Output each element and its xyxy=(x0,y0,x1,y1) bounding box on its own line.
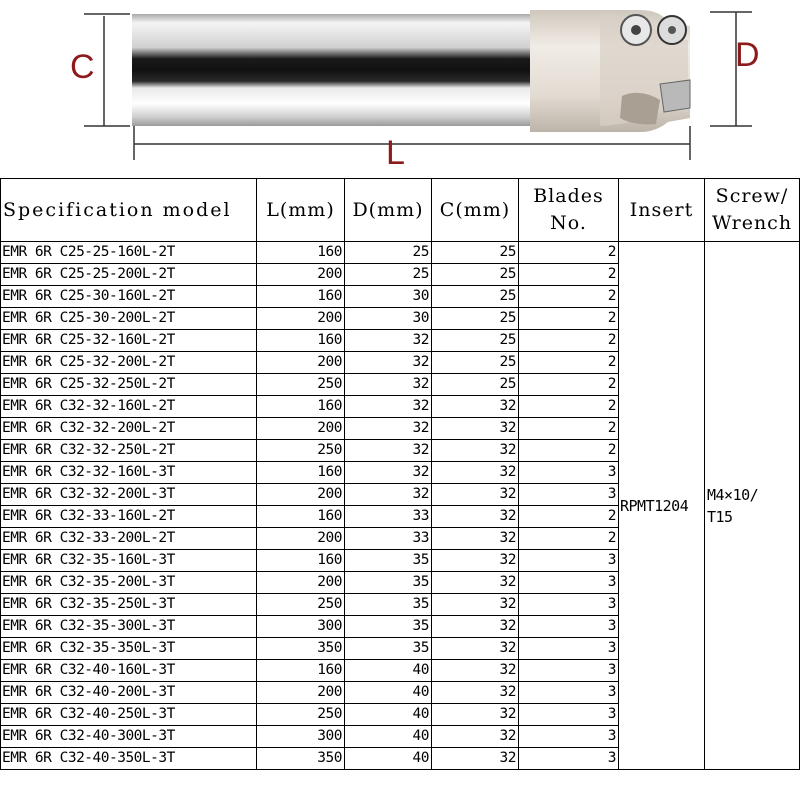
length-cell: 200 xyxy=(257,352,345,374)
blades-cell: 3 xyxy=(519,682,619,704)
model-cell: EMR 6R C32-40-200L-3T xyxy=(1,682,257,704)
header-blades-line1: Blades xyxy=(533,185,604,207)
blades-cell: 2 xyxy=(519,308,619,330)
length-cell: 160 xyxy=(257,550,345,572)
diameter-cell: 32 xyxy=(345,396,432,418)
model-cell: EMR 6R C32-32-200L-2T xyxy=(1,418,257,440)
dimension-label-d: D xyxy=(735,36,760,74)
blades-cell: 2 xyxy=(519,330,619,352)
screw-line2: T15 xyxy=(707,507,733,526)
length-cell: 250 xyxy=(257,704,345,726)
length-cell: 160 xyxy=(257,462,345,484)
diameter-cell: 32 xyxy=(345,440,432,462)
length-cell: 200 xyxy=(257,528,345,550)
shank-cell: 32 xyxy=(432,660,519,682)
length-cell: 250 xyxy=(257,374,345,396)
shank-cell: 32 xyxy=(432,484,519,506)
model-cell: EMR 6R C25-25-160L-2T xyxy=(1,242,257,264)
shank-cell: 32 xyxy=(432,440,519,462)
model-cell: EMR 6R C32-32-160L-2T xyxy=(1,396,257,418)
length-cell: 350 xyxy=(257,638,345,660)
diameter-cell: 32 xyxy=(345,418,432,440)
shank-cell: 32 xyxy=(432,638,519,660)
model-cell: EMR 6R C25-32-160L-2T xyxy=(1,330,257,352)
insert-cell: RPMT1204 xyxy=(619,242,705,770)
model-cell: EMR 6R C32-32-250L-2T xyxy=(1,440,257,462)
tool-figure xyxy=(0,0,800,178)
length-cell: 200 xyxy=(257,572,345,594)
shank-cell: 32 xyxy=(432,682,519,704)
shank-cell: 25 xyxy=(432,242,519,264)
header-blades xyxy=(519,179,619,242)
diameter-cell: 30 xyxy=(345,286,432,308)
shank-cell: 25 xyxy=(432,308,519,330)
diameter-cell: 32 xyxy=(345,352,432,374)
blades-cell: 3 xyxy=(519,572,619,594)
shank-cell: 25 xyxy=(432,286,519,308)
diameter-cell: 25 xyxy=(345,264,432,286)
model-cell: EMR 6R C32-35-300L-3T xyxy=(1,616,257,638)
diameter-cell: 40 xyxy=(345,748,432,770)
shank-cell: 32 xyxy=(432,550,519,572)
model-cell: EMR 6R C25-30-200L-2T xyxy=(1,308,257,330)
diameter-cell: 40 xyxy=(345,660,432,682)
diameter-cell: 35 xyxy=(345,550,432,572)
blades-cell: 3 xyxy=(519,616,619,638)
length-cell: 250 xyxy=(257,440,345,462)
diameter-cell: 40 xyxy=(345,726,432,748)
diameter-cell: 35 xyxy=(345,638,432,660)
model-cell: EMR 6R C25-32-200L-2T xyxy=(1,352,257,374)
model-cell: EMR 6R C32-40-160L-3T xyxy=(1,660,257,682)
blades-cell: 2 xyxy=(519,506,619,528)
length-cell: 200 xyxy=(257,682,345,704)
blades-cell: 3 xyxy=(519,550,619,572)
specification-table xyxy=(0,178,800,770)
length-cell: 300 xyxy=(257,726,345,748)
diameter-cell: 33 xyxy=(345,528,432,550)
blades-cell: 3 xyxy=(519,638,619,660)
diameter-cell: 35 xyxy=(345,594,432,616)
header-diameter: D(mm) xyxy=(345,179,432,242)
model-cell: EMR 6R C32-35-200L-3T xyxy=(1,572,257,594)
length-cell: 350 xyxy=(257,748,345,770)
diameter-cell: 35 xyxy=(345,572,432,594)
header-shank: C(mm) xyxy=(432,179,519,242)
shank-cell: 32 xyxy=(432,418,519,440)
tool-shank xyxy=(132,14,530,126)
length-cell: 200 xyxy=(257,308,345,330)
diameter-cell: 32 xyxy=(345,374,432,396)
blades-cell: 2 xyxy=(519,242,619,264)
blades-cell: 3 xyxy=(519,484,619,506)
model-cell: EMR 6R C32-40-250L-3T xyxy=(1,704,257,726)
blades-cell: 2 xyxy=(519,396,619,418)
length-cell: 160 xyxy=(257,330,345,352)
length-cell: 200 xyxy=(257,264,345,286)
shank-cell: 32 xyxy=(432,396,519,418)
shank-cell: 32 xyxy=(432,506,519,528)
model-cell: EMR 6R C32-35-250L-3T xyxy=(1,594,257,616)
length-cell: 160 xyxy=(257,660,345,682)
screw-wrench-cell xyxy=(705,242,800,770)
model-cell: EMR 6R C25-25-200L-2T xyxy=(1,264,257,286)
blades-cell: 3 xyxy=(519,704,619,726)
shank-cell: 25 xyxy=(432,352,519,374)
model-cell: EMR 6R C32-33-160L-2T xyxy=(1,506,257,528)
model-cell: EMR 6R C32-40-300L-3T xyxy=(1,726,257,748)
blades-cell: 2 xyxy=(519,418,619,440)
blades-cell: 2 xyxy=(519,440,619,462)
header-screw-line2: Wrench xyxy=(711,212,793,234)
diameter-cell: 33 xyxy=(345,506,432,528)
blades-cell: 3 xyxy=(519,462,619,484)
length-cell: 200 xyxy=(257,418,345,440)
blades-cell: 3 xyxy=(519,594,619,616)
length-cell: 160 xyxy=(257,506,345,528)
header-length: L(mm) xyxy=(257,179,345,242)
length-cell: 160 xyxy=(257,242,345,264)
diameter-cell: 25 xyxy=(345,242,432,264)
shank-cell: 32 xyxy=(432,748,519,770)
blades-cell: 2 xyxy=(519,264,619,286)
blades-cell: 2 xyxy=(519,286,619,308)
blades-cell: 2 xyxy=(519,528,619,550)
length-cell: 160 xyxy=(257,396,345,418)
header-screw-line1: Screw/ xyxy=(715,185,789,207)
length-cell: 160 xyxy=(257,286,345,308)
blades-cell: 2 xyxy=(519,352,619,374)
diameter-cell: 30 xyxy=(345,308,432,330)
model-cell: EMR 6R C25-30-160L-2T xyxy=(1,286,257,308)
shank-cell: 25 xyxy=(432,374,519,396)
length-cell: 300 xyxy=(257,616,345,638)
shank-cell: 25 xyxy=(432,264,519,286)
table-header xyxy=(1,179,800,242)
table-row xyxy=(1,242,800,264)
diameter-cell: 40 xyxy=(345,704,432,726)
table-body xyxy=(1,242,800,770)
shank-cell: 32 xyxy=(432,704,519,726)
blades-cell: 3 xyxy=(519,726,619,748)
length-cell: 200 xyxy=(257,484,345,506)
model-cell: EMR 6R C32-35-350L-3T xyxy=(1,638,257,660)
model-cell: EMR 6R C25-32-250L-2T xyxy=(1,374,257,396)
screw-line1: M4×10/ xyxy=(707,485,759,504)
model-cell: EMR 6R C32-35-160L-3T xyxy=(1,550,257,572)
model-cell: EMR 6R C32-40-350L-3T xyxy=(1,748,257,770)
shank-cell: 32 xyxy=(432,528,519,550)
shank-cell: 32 xyxy=(432,594,519,616)
shank-cell: 32 xyxy=(432,572,519,594)
diameter-cell: 32 xyxy=(345,330,432,352)
shank-cell: 32 xyxy=(432,462,519,484)
diameter-cell: 40 xyxy=(345,682,432,704)
model-cell: EMR 6R C32-33-200L-2T xyxy=(1,528,257,550)
length-cell: 250 xyxy=(257,594,345,616)
blades-cell: 2 xyxy=(519,374,619,396)
blades-cell: 3 xyxy=(519,748,619,770)
diameter-cell: 35 xyxy=(345,616,432,638)
dimension-label-l: L xyxy=(386,134,405,172)
model-cell: EMR 6R C32-32-200L-3T xyxy=(1,484,257,506)
dimension-label-c: C xyxy=(70,48,95,86)
header-insert: Insert xyxy=(619,179,705,242)
model-cell: EMR 6R C32-32-160L-3T xyxy=(1,462,257,484)
blades-cell: 3 xyxy=(519,660,619,682)
header-blades-line2: No. xyxy=(550,212,587,234)
shank-cell: 32 xyxy=(432,616,519,638)
shank-cell: 25 xyxy=(432,330,519,352)
shank-cell: 32 xyxy=(432,726,519,748)
diameter-cell: 32 xyxy=(345,462,432,484)
diameter-cell: 32 xyxy=(345,484,432,506)
header-screw-wrench xyxy=(705,179,800,242)
header-specification-model: Specification model xyxy=(1,179,257,242)
